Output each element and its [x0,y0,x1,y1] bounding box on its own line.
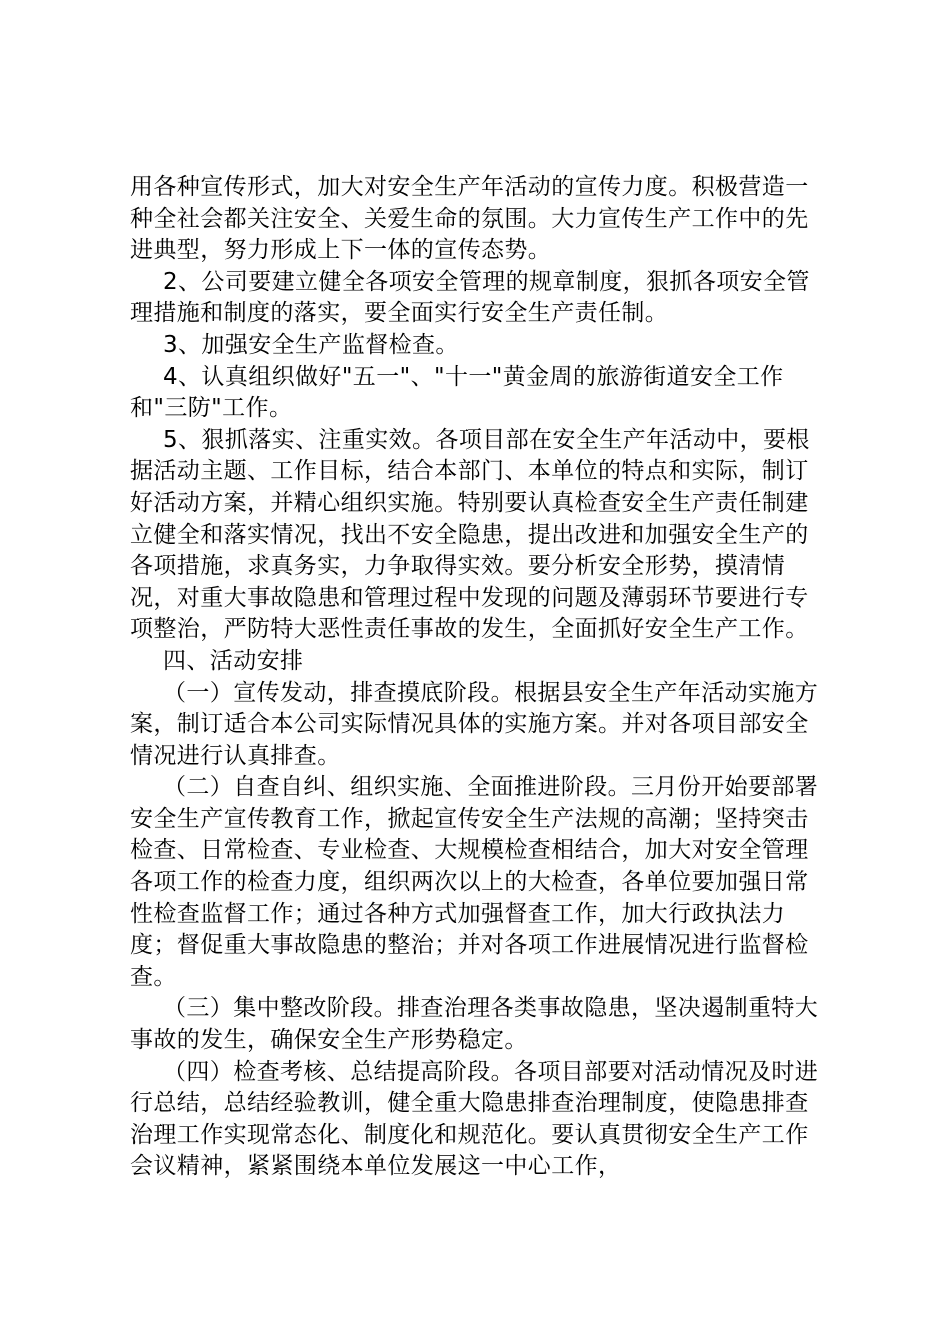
paragraph-item-5-implementation: 5、狠抓落实、注重实效。各项目部在安全生产年活动中，要根据活动主题、工作目标，结合本部门、本单位的特点和实际，制订好活动方案，并精心组织实施。特别要认真检查安全生产责任制建立健全和落实情况，找出不安全隐患，提出改进和加强安全生产的各项措施，求真务实，力争取得实效。要分析安全形势，摸清情况，对重大事故隐患和管理过程中发现的问题及薄弱环节要进行专项整治，严防特大恶性责任事故的发生，全面抓好安全生产工作。 [130,426,810,643]
document-body [130,172,830,1183]
paragraph-item-4-holidays: 4、认真组织做好"五一"、"十一"黄金周的旅游街道安全工作和"三防"工作。 [130,363,784,422]
paragraph-stage-4: （四）检查考核、总结提高阶段。各项目部要对活动情况及时进行总结，总结经验教训，健全重大隐患排查治理制度，使隐患排查治理工作实现常态化、制度化和规范化。要认真贯彻安全生产工作会议精神，紧紧围绕本单位发展这一中心工作， [130,1058,819,1180]
paragraph-item-3-inspection: 3、加强安全生产监督检查。 [163,331,459,358]
paragraph-stage-1: （一）宣传发动，排查摸底阶段。根据县安全生产年活动实施方案，制订适合本公司实际情况具体的实施方案。并对各项目部安全情况进行认真排查。 [130,679,819,769]
paragraph-publicity-continuation: 用各种宣传形式，加大对安全生产年活动的宣传力度。积极营造一种全社会都关注安全、关爱生命的氛围。大力宣传生产工作中的先进典型，努力形成上下一体的宣传态势。 [130,174,809,264]
paragraph-stage-2: （二）自查自纠、组织实施、全面推进阶段。三月份开始要部署安全生产宣传教育工作，掀起宣传安全生产法规的高潮；坚持突击检查、日常检查、专业检查、大规模检查相结合，加大对安全管理各项工作的检查力度，组织两次以上的大检查，各单位要加强日常性检查监督工作；通过各种方式加强督查工作，加大行政执法力度；督促重大事故隐患的整治；并对各项工作进展情况进行监督检查。 [130,774,819,990]
paragraph-stage-3: （三）集中整改阶段。排查治理各类事故隐患，坚决遏制重特大事故的发生，确保安全生产形势稳定。 [130,995,819,1054]
section-heading-activity-arrangement: 四、活动安排 [163,647,304,674]
paragraph-item-2-rules: 2、公司要建立健全各项安全管理的规章制度，狠抓各项安全管理措施和制度的落实，要全面实行安全生产责任制。 [130,268,810,327]
